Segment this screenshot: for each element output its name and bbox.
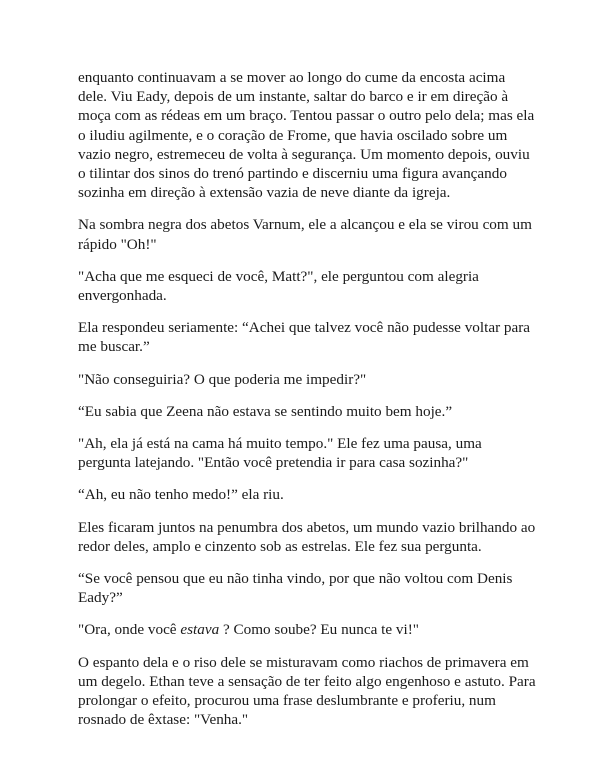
paragraph-8: “Ah, eu não tenho medo!” ela riu.: [78, 486, 284, 504]
paragraph-6: “Eu sabia que Zeena não estava se sentindo muito bem hoje.”: [78, 402, 453, 420]
paragraph-11-emphasis: estava: [180, 621, 220, 639]
paragraph-9: Eles ficaram juntos na penumbra dos abetos, um mundo vazio brilhando ao redor deles, amplo e cinzento sob as estrelas. Ele fez sua pergunta.: [78, 518, 536, 555]
document-page: [78, 68, 538, 742]
paragraph-2: Na sombra negra dos abetos Varnum, ele a alcançou e ela se virou com um rápido "Oh!": [78, 216, 532, 253]
paragraph-1: enquanto continuavam a se mover ao longo do cume da encosta acima dele. Viu Eady, depois de um instante, saltar do barco e ir em direção à moça com as rédeas em um braço. Tentou passar o outro pelo dela; mas ela o iludiu agilmente, e o coração de Frome, que havia oscilado sobre um vazio negro, estremeceu de volta à segurança. Um momento depois, ouviu o tilintar dos sinos do trenó partindo e discerniu uma figura avançando sozinha em direção à extensão vazia de neve diante da igreja.: [78, 69, 535, 202]
paragraph-11-before: "Ora, onde você: [78, 621, 181, 639]
paragraph-5: "Não conseguiria? O que poderia me impedir?": [78, 370, 367, 388]
paragraph-3: "Acha que me esqueci de você, Matt?", ele perguntou com alegria envergonhada.: [78, 267, 479, 305]
paragraph-7: "Ah, ela já está na cama há muito tempo." Ele fez uma pausa, uma pergunta latejando. "Então você pretendia ir para casa sozinha?": [78, 435, 482, 472]
paragraph-12: O espanto dela e o riso dele se misturavam como riachos de primavera em um degelo. Ethan teve a sensação de ter feito algo engenhoso e astuto. Para prolongar o efeito, procurou uma frase deslumbrante e proferiu, num rosnado de êxtase: "Venha.": [78, 653, 536, 729]
paragraph-4: Ela respondeu seriamente: “Achei que talvez você não pudesse voltar para me buscar.”: [78, 319, 531, 356]
paragraph-11-after: ? Como soube? Eu nunca te vi!": [219, 621, 419, 639]
paragraph-10: “Se você pensou que eu não tinha vindo, por que não voltou com Denis Eady?”: [78, 570, 513, 607]
paragraph-11: [78, 620, 538, 639]
